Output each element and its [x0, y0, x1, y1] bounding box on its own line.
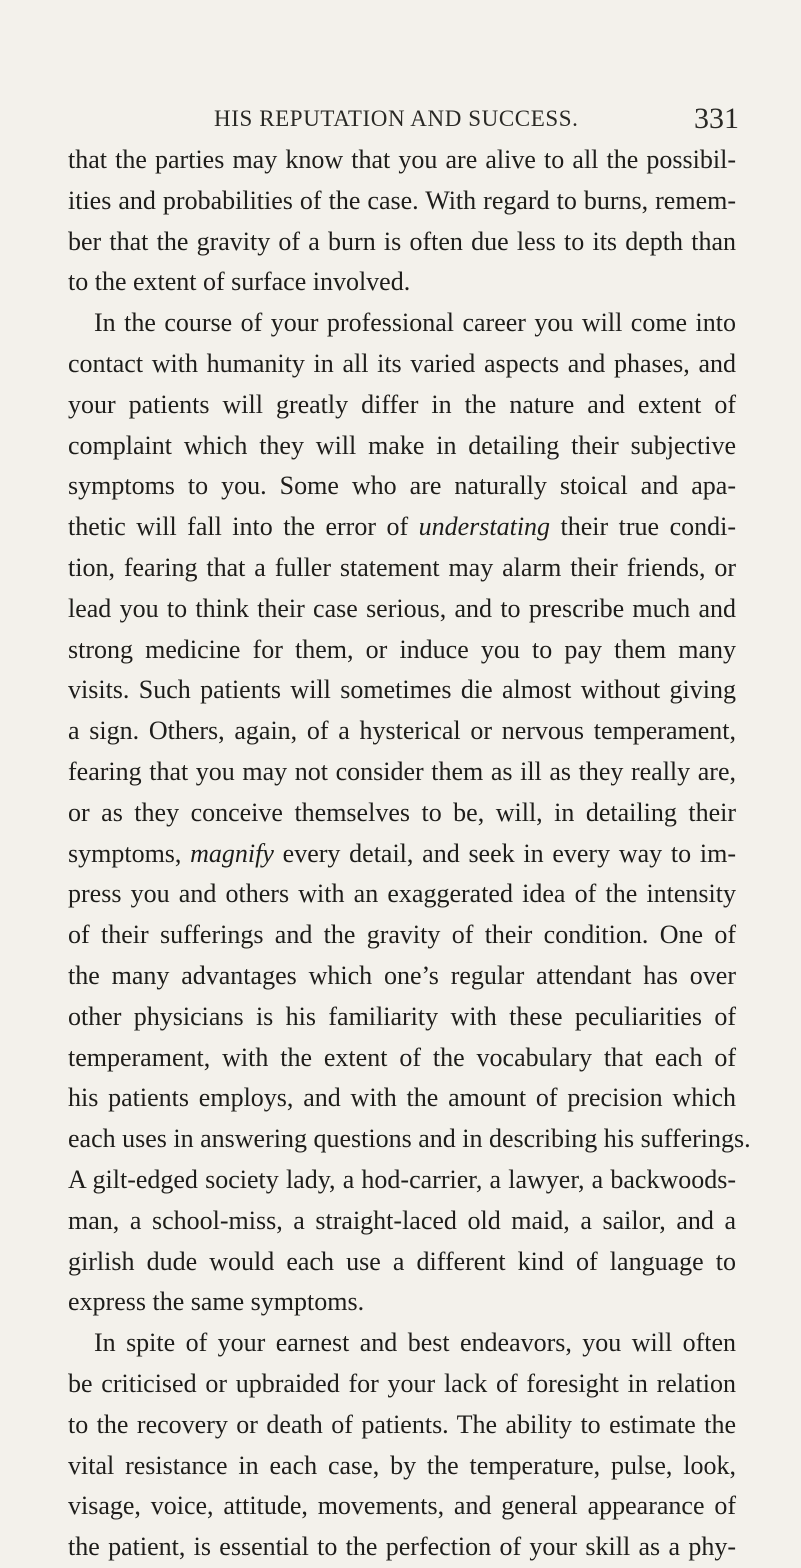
text-run: thetic will fall into the error of — [68, 512, 419, 542]
page-number: 331 — [694, 102, 739, 135]
text-line: ber that the gravity of a burn is often due less to its depth than — [68, 226, 736, 256]
text-line: the patient, is essential to the perfection of your skill as a phy- — [68, 1532, 736, 1562]
text-line: of their sufferings and the gravity of their condition. One of — [68, 920, 736, 950]
text-line — [68, 507, 736, 548]
running-title: HIS REPUTATION AND SUCCESS. — [214, 106, 579, 131]
text-line: vital resistance in each case, by the temperature, pulse, look, — [68, 1450, 736, 1480]
text-line: press you and others with an exaggerated idea of the intensity — [68, 879, 736, 909]
text-line: In spite of your earnest and best endeavors, you will often — [94, 1328, 736, 1358]
text-line: ities and probabilities of the case. With regard to burns, remem- — [68, 185, 736, 215]
text-line: man, a school-miss, a straight-laced old maid, a sailor, and a — [68, 1205, 736, 1235]
text-line: express the same symptoms. — [68, 1287, 365, 1317]
text-line: temperament, with the extent of the vocabulary that each of — [68, 1042, 736, 1072]
body-text — [68, 140, 751, 1568]
text-line: A gilt-edged society lady, a hod-carrier, a lawyer, a backwoods- — [68, 1164, 736, 1194]
text-line: to the recovery or death of patients. The ability to estimate the — [68, 1409, 736, 1439]
text-line: In the course of your professional career you will come into — [94, 308, 736, 338]
text-line: his patients employs, and with the amount of precision which — [68, 1083, 736, 1113]
text-line: other physicians is his familiarity with these peculiarities of — [68, 1001, 736, 1031]
text-line: strong medicine for them, or induce you to pay them many — [68, 634, 736, 664]
text-line: be criticised or upbraided for your lack of foresight in relation — [68, 1368, 736, 1398]
text-line — [68, 834, 736, 875]
text-line: complaint which they will make in detailing their subjective — [68, 430, 736, 460]
text-line: tion, fearing that a fuller statement may alarm their friends, or — [68, 552, 736, 582]
text-line: or as they conceive themselves to be, will, in detailing their — [68, 797, 736, 827]
text-line: visits. Such patients will sometimes die almost without giving — [68, 675, 736, 705]
text-line: visage, voice, attitude, movements, and general appearance of — [68, 1491, 736, 1521]
text-run: every detail, and seek in every way to im- — [273, 838, 736, 868]
running-head — [0, 100, 801, 140]
text-line: that the parties may know that you are alive to all the possibil- — [68, 145, 736, 174]
text-line: each uses in answering questions and in describing his sufferings. — [68, 1124, 751, 1154]
text-line: contact with humanity in all its varied aspects and phases, and — [68, 348, 736, 378]
italic-word: magnify — [190, 838, 274, 868]
text-line: girlish dude would each use a different kind of language to — [68, 1246, 736, 1276]
text-line: lead you to think their case serious, and to prescribe much and — [68, 593, 736, 623]
text-line: your patients will greatly differ in the nature and extent of — [68, 389, 736, 419]
italic-word: understating — [418, 512, 551, 542]
text-run: symptoms, — [68, 838, 191, 868]
text-line: fearing that you may not consider them as ill as they really are, — [68, 756, 736, 786]
text-line: to the extent of surface involved. — [68, 267, 411, 297]
text-line: the many advantages which one’s regular attendant has over — [68, 960, 736, 990]
text-line: a sign. Others, again, of a hysterical or nervous temperament, — [68, 716, 736, 746]
text-line: symptoms to you. Some who are naturally stoical and apa- — [68, 471, 736, 501]
text-run: their true condi- — [550, 512, 736, 542]
